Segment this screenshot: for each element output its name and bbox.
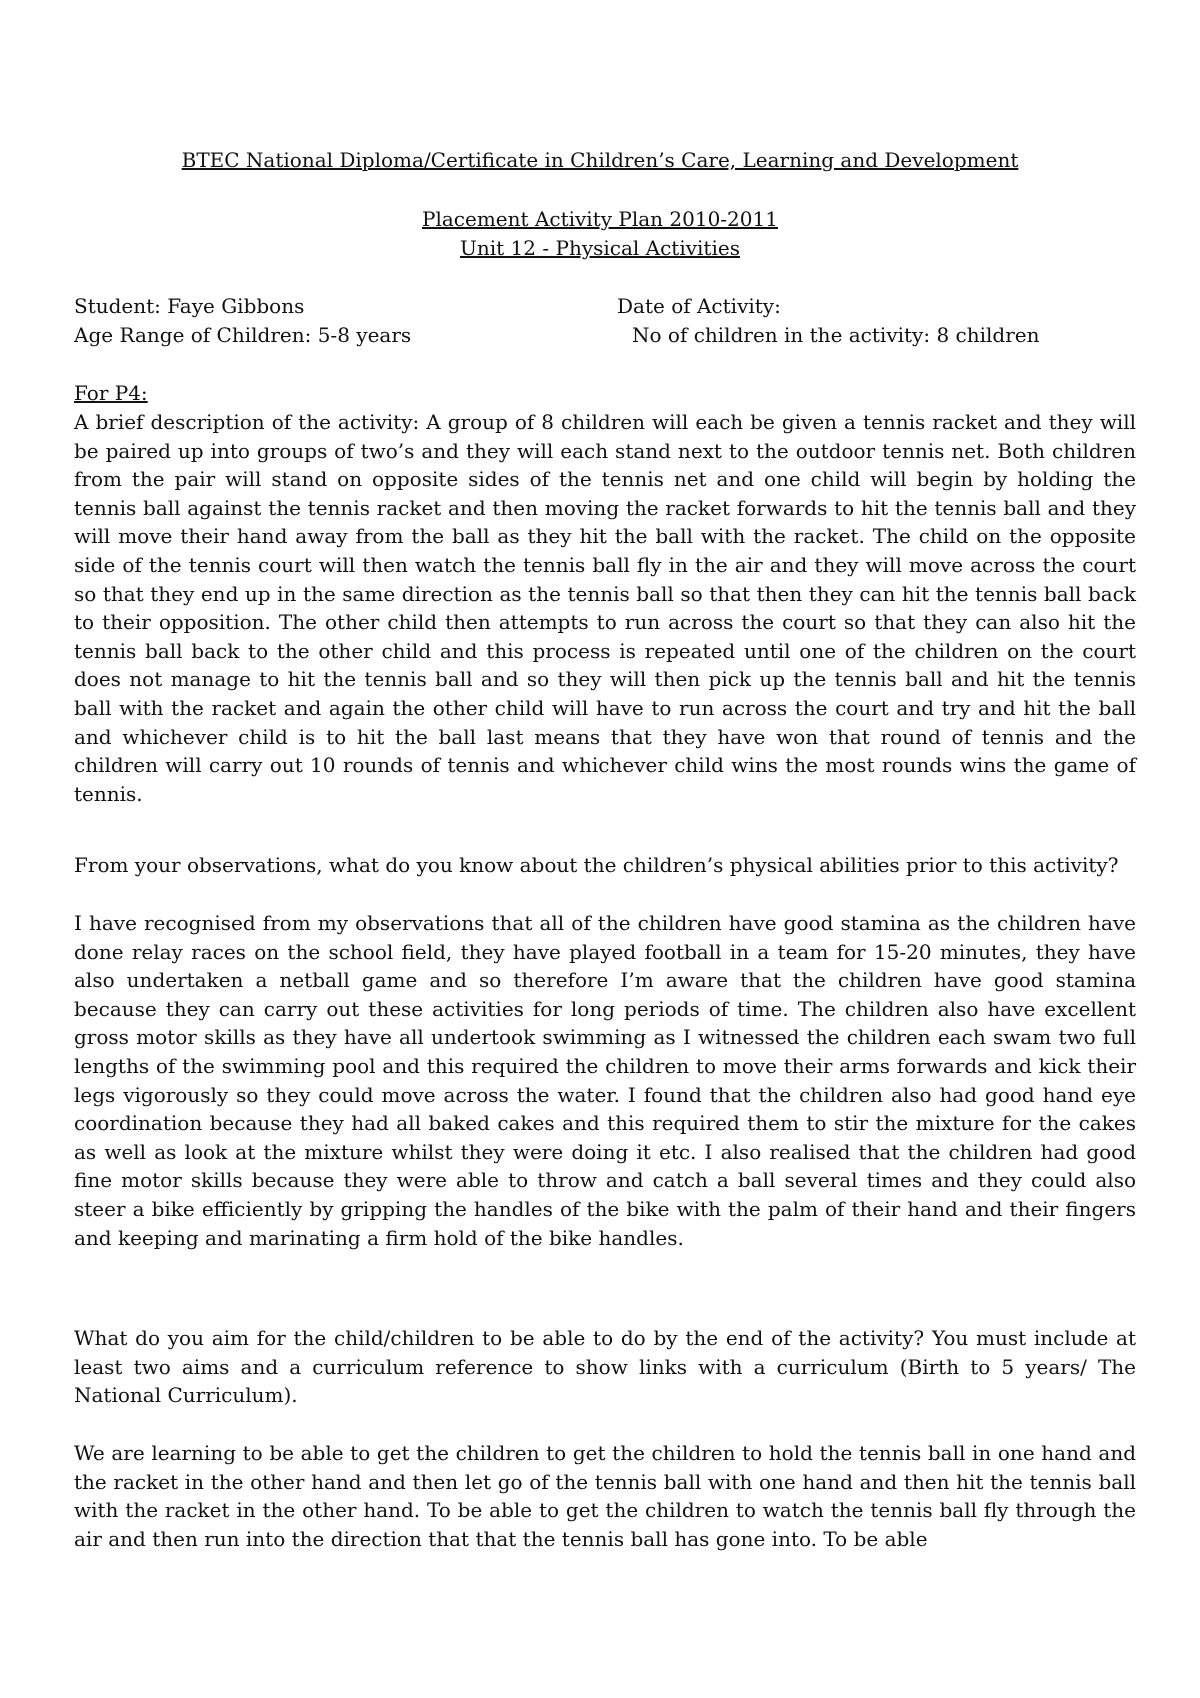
number-of-children: No of children in the activity: 8 children [632, 323, 1040, 347]
aims-answer: We are learning to be able to get the children to get the children to hold the tennis ball in one hand and the racket in the other hand and then let go of the tennis ball with one hand and then hit the tennis ball with the racket in the other hand. To be able to get the children to watch the tennis ball fly through the air and then run into the direction that that the tennis ball has gone into. To be able [74, 1441, 1136, 1551]
p4-heading: For P4: [74, 381, 148, 405]
activity-description: A brief description of the activity: A group of 8 children will each be given a tennis racket and they will be paired up into groups of two’s and they will each stand next to the outdoor tennis net. Both children from the pair will stand on opposite sides of the tennis net and one child will begin by holding the tennis ball against the tennis racket and then moving the racket forwards to hit the tennis ball and they will move their hand away from the ball as they hit the ball with the racket. The child on the opposite side of the tennis court will then watch the tennis ball fly in the air and they will move across the court so that they end up in the same direction as the tennis ball so that then they can hit the tennis ball back to their opposition. The other child then attempts to run across the court so that they can also hit the tennis ball back to the other child and this process is repeated until one of the children on the court does not manage to hit the tennis ball and so they will then pick up the tennis ball and hit the tennis ball with the racket and again the other child will have to run across the court and try and hit the ball and whichever child is to hit the ball last means that they have won that round of tennis and the children will carry out 10 rounds of tennis and whichever child wins the most rounds wins the game of tennis. [74, 410, 1136, 806]
date-of-activity: Date of Activity: [617, 294, 781, 318]
observations-question: From your observations, what do you know about the children’s physical abilities prior to this activity? [74, 853, 1119, 877]
unit-title: Unit 12 - Physical Activities [460, 236, 740, 260]
plan-title: Placement Activity Plan 2010-2011 [422, 207, 778, 231]
observations-answer: I have recognised from my observations that all of the children have good stamina as the children have done relay races on the school field, they have played football in a team for 15-20 minutes, they have also undertaken a netball game and so therefore I’m aware that the children have good stamina because they can carry out these activities for long periods of time. The children also have excellent gross motor skills as they have all undertook swimming as I witnessed the children each swam two full lengths of the swimming pool and this required the children to move their arms forwards and kick their legs vigorously so they could move across the water. I found that the children also had good hand eye coordination because they had all baked cakes and this required them to stir the mixture for the cakes as well as look at the mixture whilst they were doing it etc. I also realised that the children had good fine motor skills because they were able to throw and catch a ball several times and they could also steer a bike efficiently by gripping the handles of the bike with the palm of their hand and their fingers and keeping and marinating a firm hold of the bike handles. [74, 911, 1136, 1250]
student-name: Student: Faye Gibbons [74, 294, 305, 318]
aims-question: What do you aim for the child/children to be able to do by the end of the activity? You must include at least two aims and a curriculum reference to show links with a curriculum (Birth to 5 years/ The National Curriculum). [74, 1326, 1136, 1408]
course-title: BTEC National Diploma/Certificate in Children’s Care, Learning and Development [181, 148, 1019, 172]
age-range: Age Range of Children: 5-8 years [74, 323, 412, 347]
